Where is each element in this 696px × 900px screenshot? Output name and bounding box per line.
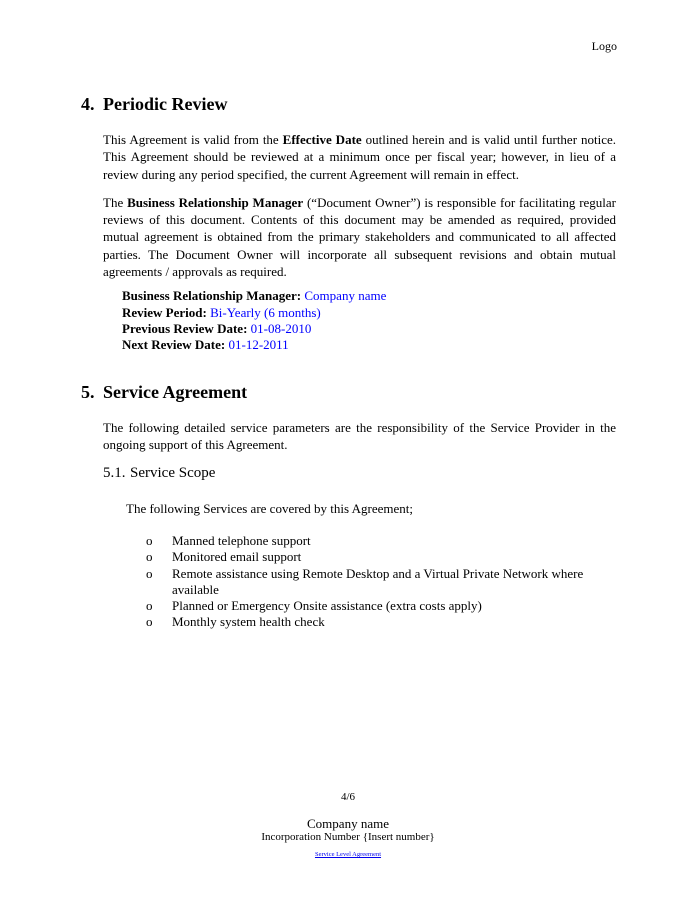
bullet-icon: o bbox=[146, 533, 153, 549]
paragraph-validity: This Agreement is valid from the Effective Date outlined herein and is valid until further notice. This Agreement should be reviewed at a minimum once per fiscal year; however, in lieu of a review during any period specified, the current Agreement will remain in effect. bbox=[103, 132, 616, 182]
review-row-manager bbox=[122, 288, 616, 304]
list-item-text: Monthly system health check bbox=[172, 614, 325, 630]
section-title: Periodic Review bbox=[103, 94, 228, 114]
review-value: Bi-Yearly (6 months) bbox=[210, 304, 321, 320]
subsection-number: 5.1. bbox=[103, 465, 126, 482]
footer-company-name: Company name bbox=[307, 816, 389, 831]
review-label: Previous Review Date: bbox=[122, 320, 248, 336]
review-label: Review Period: bbox=[122, 304, 207, 320]
list-item bbox=[146, 598, 616, 614]
section-title: Service Agreement bbox=[103, 381, 248, 402]
list-item-text: Monitored email support bbox=[172, 549, 302, 565]
bullet-icon: o bbox=[146, 549, 153, 565]
section-heading-periodic-review bbox=[0, 94, 696, 114]
section-number: 4. bbox=[81, 94, 95, 114]
list-item-text: Planned or Emergency Onsite assistance (extra costs apply) bbox=[172, 597, 482, 613]
logo-placeholder: Logo bbox=[591, 39, 617, 53]
review-label: Business Relationship Manager: bbox=[122, 288, 302, 304]
review-value: 01-12-2011 bbox=[228, 337, 289, 353]
review-value: 01-08-2010 bbox=[250, 320, 312, 336]
footer-link-row bbox=[0, 843, 696, 861]
list-item-text: Manned telephone support bbox=[172, 533, 311, 549]
services-list bbox=[146, 533, 616, 630]
subsection-heading-service-scope bbox=[103, 465, 696, 482]
list-item bbox=[146, 566, 616, 598]
bullet-icon: o bbox=[146, 565, 153, 581]
list-item bbox=[146, 533, 616, 549]
review-row-next-date bbox=[122, 337, 616, 353]
footer-incorporation-number: Incorporation Number {Insert number} bbox=[261, 831, 435, 843]
review-label: Next Review Date: bbox=[122, 337, 226, 353]
section-heading-service-agreement bbox=[0, 382, 696, 402]
bullet-icon: o bbox=[146, 614, 153, 630]
document-content bbox=[0, 94, 696, 630]
review-row-period bbox=[122, 305, 616, 321]
page-number: 4/6 bbox=[340, 791, 356, 803]
review-row-previous-date bbox=[122, 321, 616, 337]
footer-service-level-agreement-link[interactable]: Service Level Agreement bbox=[314, 851, 382, 858]
review-details-block bbox=[122, 288, 616, 353]
paragraph-document-owner: The Business Relationship Manager (“Document Owner”) is responsible for facilitating regular reviews of this document. Contents of this document may be amended as required, provided mutual agreement is obtained from the primary stakeholders and communicated to all affected parties. The Document Owner will incorporate all subsequent revisions and obtain mutual agreements / approvals as required. bbox=[103, 194, 616, 280]
section-number: 5. bbox=[81, 381, 95, 402]
list-item-text: Remote assistance using Remote Desktop and a Virtual Private Network where available bbox=[172, 565, 584, 597]
subsection-title: Service Scope bbox=[130, 465, 216, 482]
services-list-intro: The following Services are covered by this Agreement; bbox=[126, 501, 413, 517]
list-item bbox=[146, 549, 616, 565]
bullet-icon: o bbox=[146, 597, 153, 613]
review-value: Company name bbox=[304, 288, 387, 304]
paragraph-service-parameters: The following detailed service parameters are the responsibility of the Service Provider in the ongoing support of this Agreement. bbox=[103, 419, 616, 452]
list-item bbox=[146, 614, 616, 630]
